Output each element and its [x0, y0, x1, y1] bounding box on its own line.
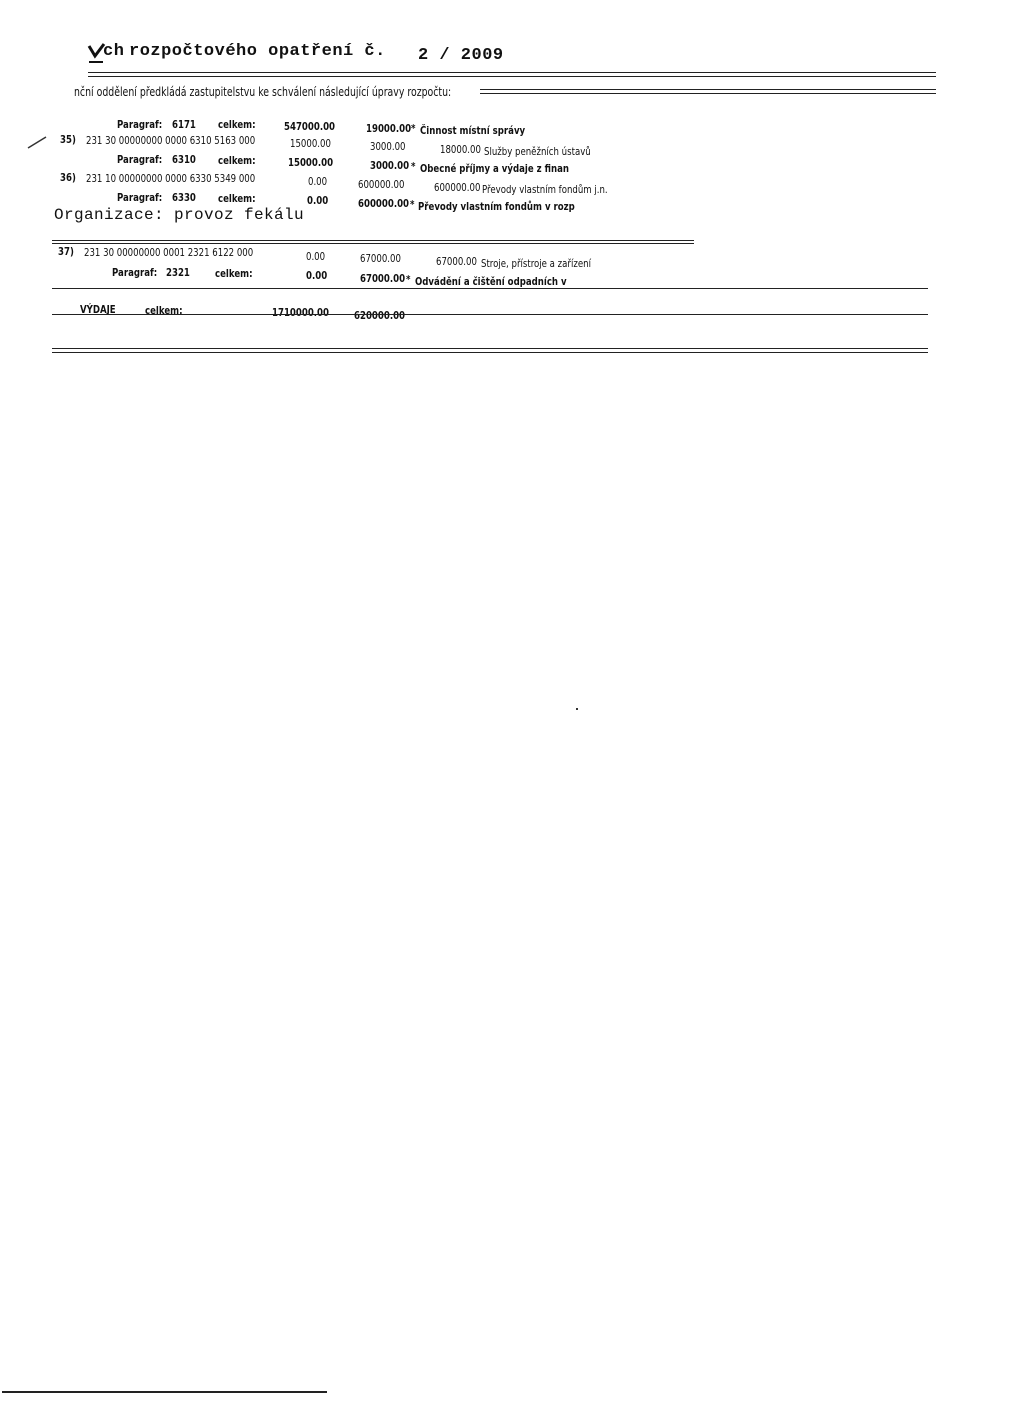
header-rule-bottom — [88, 76, 936, 77]
title-prefix: ch — [103, 42, 125, 61]
paragraph-change: 67000.00 — [360, 272, 406, 285]
item-original: 15000.00 — [290, 137, 331, 150]
paragraph-code: 2321 — [166, 266, 190, 279]
intro-rule-2 — [480, 93, 936, 94]
document-number: 2 / 2009 — [418, 46, 504, 65]
paragraph-name: Obecné příjmy a výdaje z finan — [420, 162, 570, 175]
header-rule-top — [88, 72, 936, 73]
totals-label: VÝDAJE — [80, 303, 116, 316]
totals-rule-top — [52, 288, 928, 289]
section-rule-1 — [52, 240, 694, 241]
item-original: 0.00 — [308, 175, 328, 188]
paragraph-change: 600000.00 — [358, 197, 410, 210]
item-name: Převody vlastním fondům j.n. — [482, 183, 608, 196]
totals-rule-double-1 — [52, 348, 928, 349]
footer-rule — [2, 1391, 327, 1393]
intro-text: nční oddělení předkládá zastupitelstvu ke schválení následující úpravy rozpočtu: — [74, 85, 452, 99]
item-new: 600000.00 — [434, 181, 481, 194]
intro-rule-1 — [480, 89, 936, 90]
item-change: 600000.00 — [358, 178, 405, 191]
item-new: 67000.00 — [436, 255, 477, 268]
item-account: 231 10 00000000 0000 6330 5349 000 — [86, 172, 256, 185]
item-account: 231 30 00000000 0001 2321 6122 000 — [84, 246, 254, 259]
paragraph-marker: * — [410, 198, 415, 211]
paragraph-celkem-label: celkem: — [218, 192, 256, 205]
paragraph-amount: 0.00 — [306, 269, 328, 282]
paragraph-label: Paragraf: — [117, 153, 163, 166]
paragraph-name: Odvádění a čištění odpadních v — [415, 275, 567, 288]
paragraph-marker: * — [406, 273, 411, 286]
totals-amount: 1710000.00 — [272, 306, 330, 319]
paragraph-code: 6310 — [172, 153, 196, 166]
organization-label: Organizace: provoz fekálu — [54, 206, 305, 224]
totals-celkem-label: celkem: — [145, 304, 183, 317]
item-original: 0.00 — [306, 250, 326, 263]
item-change: 3000.00 — [370, 140, 406, 153]
item-number: 35) — [60, 133, 76, 146]
paragraph-code: 6171 — [172, 118, 196, 131]
paragraph-change: 3000.00 — [370, 159, 410, 172]
item-change: 67000.00 — [360, 252, 401, 265]
totals-rule-double-2 — [52, 352, 928, 353]
item-account: 231 30 00000000 0000 6310 5163 000 — [86, 134, 256, 147]
paragraph-amount: 0.00 — [307, 194, 329, 207]
paragraph-celkem-label: celkem: — [218, 154, 256, 167]
item-number: 36) — [60, 171, 76, 184]
paragraph-label: Paragraf: — [117, 191, 163, 204]
paragraph-name: Převody vlastním fondům v rozp — [418, 200, 575, 213]
totals-change: 620000.00 — [354, 309, 406, 322]
scan-dot — [576, 708, 578, 710]
paragraph-celkem-label: celkem: — [215, 267, 253, 280]
paragraph-celkem-label: celkem: — [218, 118, 256, 131]
paragraph-code: 6330 — [172, 191, 196, 204]
paragraph-label: Paragraf: — [117, 118, 163, 131]
paragraph-label: Paragraf: — [112, 266, 158, 279]
pen-tick-mark-icon — [26, 134, 48, 150]
item-new: 18000.00 — [440, 143, 481, 156]
paragraph-name: Činnost místní správy — [420, 124, 526, 137]
paragraph-amount: 547000.00 — [284, 120, 336, 133]
item-name: Služby peněžních ústavů — [484, 145, 591, 158]
item-name: Stroje, přístroje a zařízení — [481, 257, 591, 270]
page-title: rozpočtového opatření č. — [129, 42, 386, 61]
totals-rule-mid — [52, 314, 928, 315]
paragraph-amount: 15000.00 — [288, 156, 334, 169]
paragraph-marker: * — [411, 160, 416, 173]
item-number: 37) — [58, 245, 74, 258]
paragraph-change: 19000.00 — [366, 122, 412, 135]
section-rule-2 — [52, 243, 694, 244]
paragraph-marker: * — [411, 122, 416, 135]
